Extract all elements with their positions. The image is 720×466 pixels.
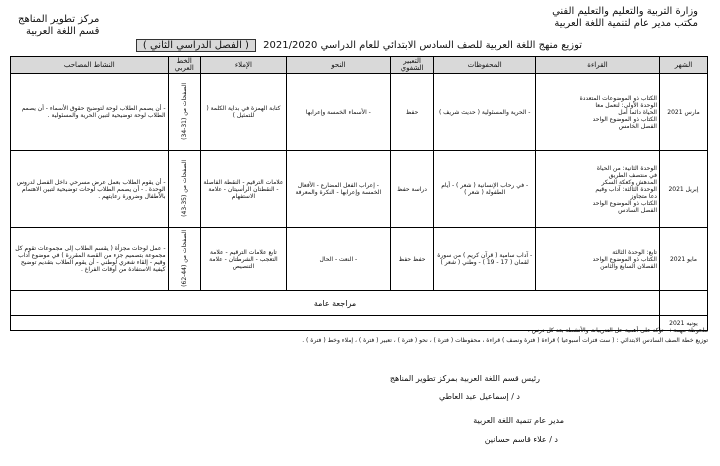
director-name: د / علاء قاسم حسانين	[484, 435, 558, 444]
note-line: توزيع خطة الصف السادس الابتدائي : ( ست فترات أسبوعيا ) قراءة ( فترة ونصف ) قراءة ، محفوظات ( فترة ) ، نحو ( فترة ) ، تعبير ( فترة ) ، إملاء وخط ( فترة ) .	[302, 337, 708, 344]
col-memorization: المحفوظات	[434, 57, 536, 74]
notes-block	[10, 326, 708, 346]
document-title	[10, 38, 708, 54]
reading-line: الكتاب ذو الموضوعات المتعددة	[579, 94, 657, 102]
table-row	[11, 74, 708, 151]
reading-line: الكتاب ذو الموضوع الواحد	[592, 255, 657, 263]
oral-cell: حفظ حفظ	[390, 228, 434, 291]
reading-cell	[536, 74, 660, 151]
reading-line: الفصل السادس	[618, 206, 657, 214]
handwriting-cell	[168, 228, 200, 291]
table-row	[11, 151, 708, 228]
memorization-cell: - الحرية والمسئولية ( حديث شريف )	[434, 74, 536, 151]
note-line: ملحوظة مهمة : - تؤكد على أهمية حل التدريبات والأنشطة بعد كل درس .	[527, 327, 708, 334]
col-month: الشهر	[659, 57, 707, 74]
reading-cell	[536, 151, 660, 228]
reading-line: الوحدة الثالثة: آداب وقيم	[595, 185, 657, 193]
memorization-cell: - آداب سامية ( قرآن كريم ) من سورة لقمان ( 17 - 19 ) - وطني ( شعر )	[434, 228, 536, 291]
reading-line: المدهش وكعكة السكر	[601, 178, 657, 186]
handwriting-cell	[168, 74, 200, 151]
col-dictation: الإملاء	[200, 57, 286, 74]
col-oral: التعبير الشفوي	[390, 57, 434, 74]
ministry-header	[552, 6, 698, 30]
center-header	[18, 14, 99, 38]
grammar-cell: - النعت - الحال	[286, 228, 390, 291]
oral-cell: حفظ	[390, 74, 434, 151]
memorization-cell: - في رحاب الإنسانية ( شعر ) - أيام الطفولة ( شعر )	[434, 151, 536, 228]
handwriting-cell	[168, 151, 200, 228]
reading-line: تابع: الوحدة الثالثة	[612, 248, 657, 256]
ministry-line-1: وزارة التربية والتعليم والتعليم الفني	[552, 6, 698, 17]
reading-line: الحياة دائما أمل	[618, 108, 657, 116]
reading-line: الكتاب ذو الموضوع الواحد	[592, 199, 657, 207]
handwriting-pages: الصفحات من (44-62)	[180, 229, 188, 287]
center-line-1: مركز تطوير المناهج	[18, 14, 100, 25]
center-line-2: قسم اللغة العربية	[26, 26, 100, 37]
title-text: توزيع منهج اللغة العربية للصف السادس الابتدائي للعام الدراسي 2021/2020	[263, 40, 583, 51]
table-header-row	[11, 57, 708, 74]
reading-cell	[536, 228, 660, 291]
review-row	[11, 291, 708, 316]
month-cell: مارس 2021	[659, 74, 707, 151]
dictation-cell: تابع علامات الترقيم - علامة التعجب - الشرطتان - علامة التنصيص	[200, 228, 286, 291]
col-reading: القراءة	[536, 57, 660, 74]
month-cell: إبريل 2021	[659, 151, 707, 228]
semester-label: ( الفصل الدراسي الثاني )	[136, 39, 256, 52]
reading-line: الفصل الخامس	[618, 122, 657, 130]
dept-head-title: رئيس قسم اللغة العربية بمركز تطوير المناهج	[389, 374, 540, 383]
month-cell: يونيه 2021	[659, 316, 707, 331]
table-row	[11, 228, 708, 291]
month-cell: مايو 2021	[659, 228, 707, 291]
grammar-cell: - إعراب الفعل المضارع - الأفعال الخمسة وإعرابها - النكرة والمعرفة	[286, 151, 390, 228]
director-title: مدير عام تنمية اللغة العربية	[473, 416, 564, 425]
activity-cell: - أن يصمم الطلاب لوحة لتوضيح حقوق الأسماء - أن يصمم الطلاب لوحة توضيحية لتبين الحرية والمسئولية .	[11, 74, 169, 151]
grammar-cell: - الأسماء الخمسة وإعرابها	[286, 74, 390, 151]
curriculum-table	[10, 56, 708, 331]
month-cell-empty	[659, 291, 707, 316]
activity-cell: - عمل لوحات مجزأة ( يقسم الطلاب إلى مجموعات تقوم كل مجموعة بتصميم جزء من القصة المقررة ) في موضوع أداب وقيم - إلقاء شعري لوطني - أن يقوم الطلاب بتقديم توضيح كيفية الاستفادة من أوقات الفراغ .	[11, 228, 169, 291]
reading-line: في منتصف الطريق	[608, 171, 657, 179]
dept-head-name: د / إسماعيل عبد العاطي	[438, 392, 520, 401]
dictation-cell: علامات الترقيم - النقطة الفاصلة - النقطتان الرأسيتان - علامة الاستفهام	[200, 151, 286, 228]
reading-line: دعا متجاوز	[630, 192, 657, 200]
handwriting-pages: الصفحات من (35-43)	[180, 159, 188, 217]
handwriting-pages: الصفحات من (31-34)	[180, 82, 188, 140]
oral-cell: دراسة حفظ	[390, 151, 434, 228]
col-activity: النشاط المصاحب	[11, 57, 169, 74]
col-handwriting: الخط العربي	[168, 57, 200, 74]
ministry-line-2: مكتب مدير عام لتنمية اللغة العربية	[554, 18, 698, 29]
reading-line: الوحدة الأولى: لنعمل معا	[595, 101, 657, 109]
general-review: مراجعة عامة	[11, 291, 660, 316]
activity-cell: - أن يقوم الطلاب بعمل عرض مسرحي داخل الفصل لدروس الوحدة . - أن يصمم الطلاب لوحات توضيحية لتبين الاهتمام بالأطفال وضرورة رعايتهم .	[11, 151, 169, 228]
reading-line: الكتاب ذو الموضوع الواحد	[592, 115, 657, 123]
col-grammar: النحو	[286, 57, 390, 74]
reading-line: الفصلان السابع والثامن	[600, 262, 657, 270]
reading-line: الوحدة الثانية: من الحياة	[596, 164, 657, 172]
dictation-cell: كتابة الهمزة في بداية الكلمة ( للتمثيل )	[200, 74, 286, 151]
